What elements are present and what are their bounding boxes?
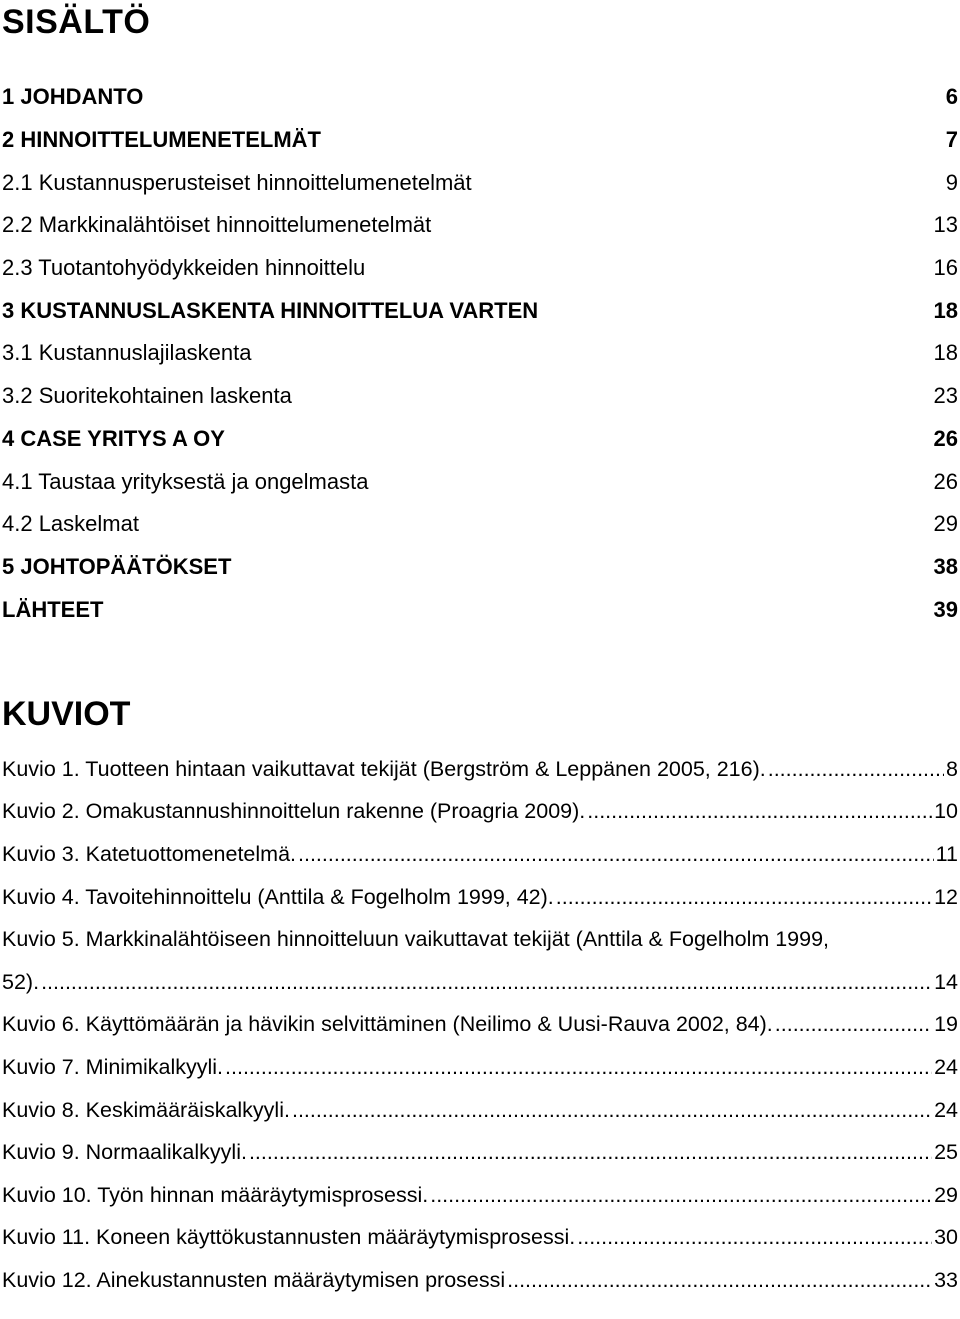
dot-leader [556,885,932,910]
figure-entry-page: 12 [934,884,958,909]
figure-entry-label: Kuvio 5. Markkinalähtöiseen hinnoitteluun vaikuttavat tekijät (Anttila & Fogelholm 1999, [2,927,830,952]
toc-entry-page: 39 [933,596,958,622]
toc-entry[interactable] [0,289,958,332]
dot-leader [507,1268,932,1293]
toc-entry-page: 18 [933,340,958,366]
toc-entry[interactable] [0,119,958,162]
figure-entry-label: 52). [2,969,40,994]
figure-entry[interactable] [0,918,958,961]
figure-entry-label: Kuvio 1. Tuotteen hintaan vaikuttavat tekijät (Bergström & Leppänen 2005, 216). [2,756,766,781]
figure-entry-label: Kuvio 12. Ainekustannusten määräytymisen prosessi [2,1267,506,1292]
figure-entry-page: 24 [934,1054,958,1079]
toc-entry-page: 38 [933,553,958,579]
figure-entry-label: Kuvio 10. Työn hinnan määräytymisprosessi. [2,1182,429,1207]
list-of-figures [0,748,958,1302]
figure-entry[interactable] [0,748,958,791]
figure-entry-label: Kuvio 7. Minimikalkyyli. [2,1054,224,1079]
toc-entry[interactable] [0,204,958,247]
toc-entry-page: 26 [933,425,958,451]
toc-entry-label: 3 KUSTANNUSLASKENTA HINNOITTELUA VARTEN [2,297,539,323]
figure-entry-page: 25 [934,1140,958,1165]
figure-entry-page: 29 [934,1182,958,1207]
figure-entry[interactable] [0,1089,958,1132]
figure-entry[interactable] [0,876,958,919]
dot-leader [577,1225,932,1250]
toc-entry-label: 4 CASE YRITYS A OY [2,425,225,451]
figure-entry[interactable] [0,1259,958,1302]
toc-entry-page: 18 [933,297,958,323]
figure-entry-label: Kuvio 6. Käyttömäärän ja hävikin selvittäminen (Neilimo & Uusi-Rauva 2002, 84). [2,1012,773,1037]
figure-entry-page: 8 [946,756,958,781]
toc-entry-label: 3.2 Suoritekohtainen laskenta [2,383,292,409]
dot-leader [768,757,944,782]
toc-entry-page: 7 [945,127,958,153]
dot-leader [292,1098,932,1123]
dot-leader [41,970,932,995]
figure-entry-page: 14 [934,969,958,994]
figures-heading: KUVIOT [2,695,131,733]
figure-entry[interactable] [0,1131,958,1174]
toc-entry-label: 4.1 Taustaa yrityksestä ja ongelmasta [2,468,369,494]
toc-entry-label: LÄHTEET [2,596,104,622]
dot-leader [225,1055,932,1080]
toc-entry[interactable] [0,375,958,418]
toc-entry-page: 16 [933,255,958,281]
figure-entry-label: Kuvio 4. Tavoitehinnoittelu (Anttila & Fogelholm 1999, 42). [2,884,554,909]
toc-entry-page: 29 [933,511,958,537]
figure-entry-page: 33 [934,1267,958,1292]
dot-leader [587,799,932,824]
figure-entry-page: 30 [934,1225,958,1250]
figure-entry-label: Kuvio 11. Koneen käyttökustannusten määräytymisprosessi. [2,1225,576,1250]
figure-entry-page: 10 [934,799,958,824]
toc-entry-page: 9 [945,169,958,195]
toc-entry[interactable] [0,588,958,631]
figure-entry-page: 19 [934,1012,958,1037]
toc-entry-label: 2.1 Kustannusperusteiset hinnoittelumenetelmät [2,169,472,195]
toc-entry-label: 5 JOHTOPÄÄTÖKSET [2,553,232,579]
contents-heading: SISÄLTÖ [2,3,151,41]
figure-entry[interactable] [0,791,958,834]
figure-entry[interactable] [0,1217,958,1260]
toc-entry-page: 13 [933,212,958,238]
toc-entry[interactable] [0,161,958,204]
toc-entry[interactable] [0,503,958,546]
figure-entry-label: Kuvio 2. Omakustannushinnoittelun rakenne (Proagria 2009). [2,799,586,824]
toc-entry-label: 4.2 Laskelmat [2,511,139,537]
toc-entry[interactable] [0,247,958,290]
toc-entry-label: 3.1 Kustannuslajilaskenta [2,340,252,366]
toc-entry-page: 23 [933,383,958,409]
dot-leader [298,842,934,867]
dot-leader [430,1183,932,1208]
toc-entry-label: 1 JOHDANTO [2,84,144,110]
figure-entry-label: Kuvio 9. Normaalikalkyyli. [2,1140,247,1165]
toc-entry-page: 6 [945,84,958,110]
figure-entry[interactable] [0,833,958,876]
figure-entry[interactable] [0,1174,958,1217]
dot-leader [775,1012,932,1037]
toc-entry[interactable] [0,418,958,461]
figure-entry-continuation[interactable] [0,961,958,1004]
table-of-contents [0,76,958,631]
figure-entry[interactable] [0,1004,958,1047]
dot-leader [249,1140,932,1165]
toc-entry-label: 2 HINNOITTELUMENETELMÄT [2,127,321,153]
toc-entry[interactable] [0,76,958,119]
figure-entry-page: 24 [934,1097,958,1122]
figure-entry[interactable] [0,1046,958,1089]
figure-entry-label: Kuvio 3. Katetuottomenetelmä. [2,841,297,866]
toc-entry-label: 2.2 Markkinalähtöiset hinnoittelumenetelmät [2,212,432,238]
toc-entry[interactable] [0,546,958,589]
figure-entry-label: Kuvio 8. Keskimääräiskalkyyli. [2,1097,290,1122]
toc-entry-page: 26 [933,468,958,494]
toc-entry[interactable] [0,460,958,503]
toc-entry[interactable] [0,332,958,375]
toc-entry-label: 2.3 Tuotantohyödykkeiden hinnoittelu [2,255,366,281]
figure-entry-page: 11 [935,841,958,866]
